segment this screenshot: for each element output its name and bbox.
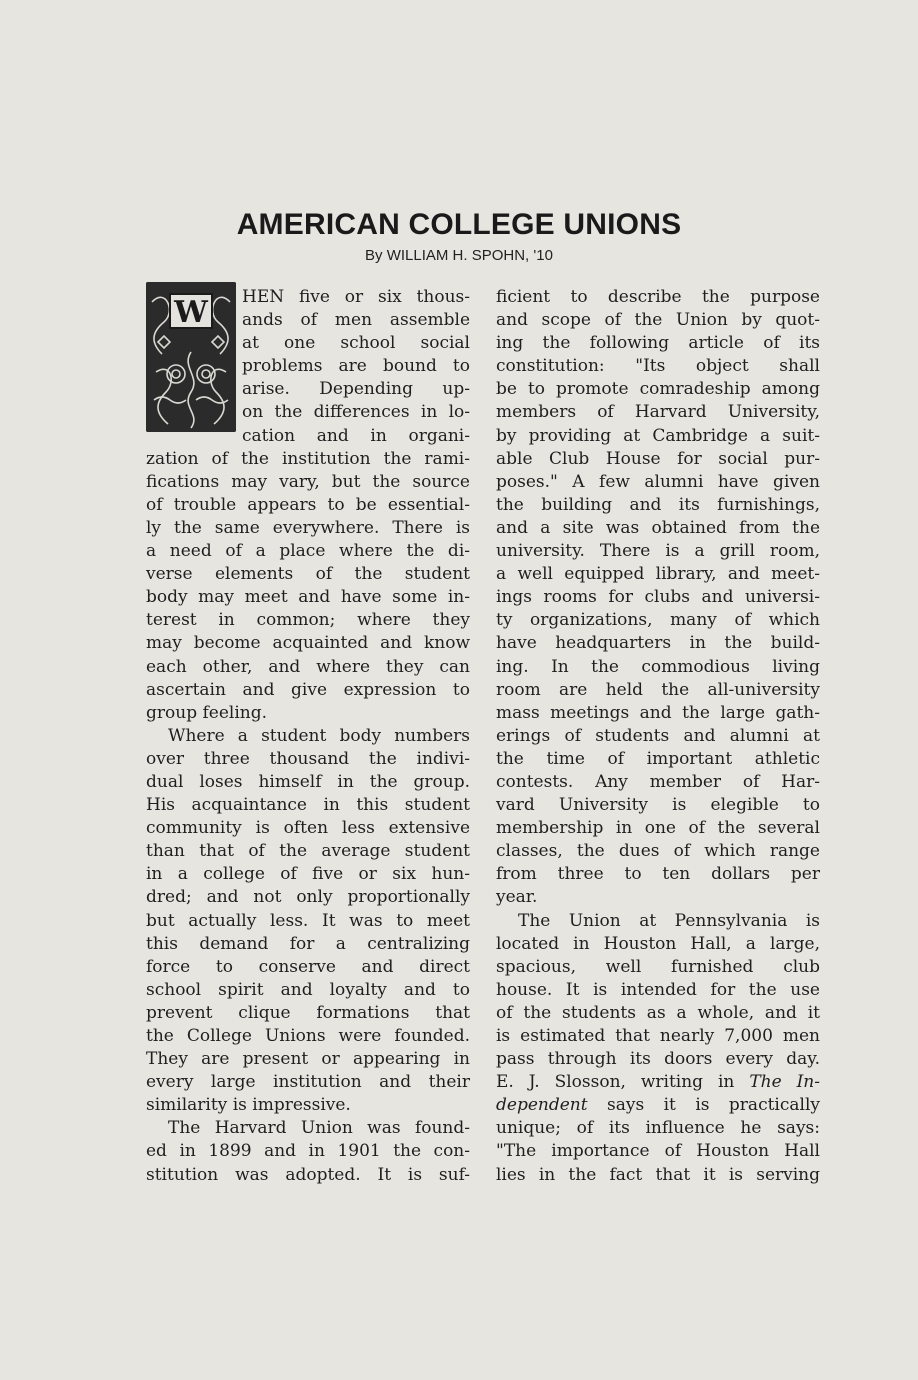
text-line: the time of important athletic (496, 748, 820, 769)
text-line: ings rooms for clubs and universi- (496, 587, 820, 608)
text-line: ascertain and give expression to (146, 679, 470, 700)
text-line: ty organizations, many of which (496, 610, 820, 631)
text-line: school spirit and loyalty and to (146, 979, 470, 1000)
text-line: at one school social (242, 333, 470, 354)
text-line: terest in common; where they (146, 610, 470, 631)
italic-title-span: dependent (496, 1095, 588, 1116)
text-line: able Club House for social pur- (496, 448, 820, 469)
text-line: contests. Any member of Har- (496, 771, 820, 792)
text-line: force to conserve and direct (146, 956, 470, 977)
text-line: ed in 1899 and in 1901 the con- (146, 1141, 470, 1162)
text-line: verse elements of the student (146, 564, 470, 585)
text-line: mass meetings and the large gath- (496, 702, 820, 723)
text-line: spacious, well furnished club (496, 956, 820, 977)
drop-cap-letter: W (174, 295, 208, 330)
text-line: poses." A few alumni have given (496, 471, 820, 492)
text-line: is estimated that nearly 7,000 men (496, 1026, 820, 1046)
text-line: dual loses himself in the group. (146, 771, 470, 792)
ornament-icon (146, 282, 236, 432)
text-line: membership in one of the several (496, 818, 820, 839)
text-line: ficient to describe the purpose (496, 287, 820, 307)
left-column (146, 286, 470, 1187)
text-line: house. It is intended for the use (496, 979, 820, 1000)
text-line: The Union at Pennsylvania is (518, 910, 820, 931)
text-line: the College Unions were founded. (146, 1026, 470, 1046)
text-line: room are held the all-university (496, 679, 820, 700)
text-line: members of Harvard University, (496, 402, 820, 423)
text-line: of trouble appears to be essential- (146, 494, 470, 515)
text-line: in a college of five or six hun- (146, 864, 470, 885)
text-line: body may meet and have some in- (146, 587, 470, 608)
text-line: every large institution and their (146, 1072, 470, 1093)
text-line: community is often less extensive (146, 818, 470, 839)
text-line: but actually less. It was to meet (146, 910, 470, 931)
text-line: arise. Depending up- (242, 379, 470, 400)
text-line: problems are bound to (242, 356, 470, 377)
text-line: over three thousand the indivi- (146, 748, 470, 769)
text-line: be to promote comradeship among (496, 379, 820, 400)
article-title: AMERICAN COLLEGE UNIONS (236, 208, 682, 241)
article-byline: By WILLIAM H. SPOHN, '10 (365, 247, 553, 264)
text-line: pass through its doors every day. (496, 1049, 820, 1070)
text-line: and scope of the Union by quot- (496, 310, 820, 331)
right-column-text (496, 286, 820, 1187)
text-line (496, 1071, 820, 1094)
text-line: ly the same everywhere. There is (146, 517, 470, 538)
text-line: classes, the dues of which range (496, 841, 820, 862)
text-line: unique; of its influence he says: (496, 1118, 820, 1139)
text-line: each other, and where they can (146, 656, 470, 677)
text-line: His acquaintance in this student (146, 795, 470, 816)
italic-title-span: The In- (749, 1072, 820, 1093)
text-line: constitution: "Its object shall (496, 356, 820, 377)
text-line: than that of the average student (146, 841, 470, 862)
text-line: have headquarters in the build- (496, 633, 820, 654)
text-line: and a site was obtained from the (496, 517, 820, 538)
text-line: prevent clique formations that (146, 1002, 470, 1023)
text-line: this demand for a centralizing (146, 933, 470, 954)
text-line: erings of students and alumni at (496, 725, 820, 746)
text-line: fications may vary, but the source (146, 471, 470, 492)
text-line: ands of men assemble (242, 310, 470, 331)
text-line: university. There is a grill room, (496, 541, 820, 562)
text-line: vard University is elegible to (496, 795, 820, 816)
text-line: lies in the fact that it is serving (496, 1164, 820, 1185)
text-line: located in Houston Hall, a large, (496, 933, 820, 954)
drop-cap-ornament (146, 282, 236, 432)
text-line: on the differences in lo- (242, 402, 470, 423)
text-line: of the students as a whole, and it (496, 1002, 820, 1023)
text-line (496, 1094, 820, 1117)
text-line: stitution was adopted. It is suf- (146, 1164, 470, 1185)
right-column (496, 286, 820, 1187)
text-line: HEN five or six thous- (242, 287, 470, 307)
text-line: similarity is impressive. (146, 1095, 351, 1116)
text-line: a well equipped library, and meet- (496, 564, 820, 585)
text-line: group feeling. (146, 702, 268, 723)
text-line: dred; and not only proportionally (146, 887, 470, 908)
text-line: from three to ten dollars per (496, 864, 820, 885)
text-line: year. (496, 887, 538, 908)
text-line: They are present or appearing in (146, 1049, 470, 1070)
text-line: cation and in organi- (242, 425, 470, 446)
text-line: the building and its furnishings, (496, 494, 820, 515)
text-line: zation of the institution the rami- (146, 448, 470, 469)
text-line: The Harvard Union was found- (168, 1118, 470, 1139)
text-line: a need of a place where the di- (146, 541, 470, 562)
text-line: may become acquainted and know (146, 633, 470, 654)
text-line: "The importance of Houston Hall (496, 1141, 820, 1162)
text-span: E. J. Slosson, writing in (496, 1072, 750, 1093)
text-line: by providing at Cambridge a suit- (496, 425, 820, 446)
text-span: says it is practically (587, 1095, 820, 1116)
text-line: ing the following article of its (496, 333, 820, 354)
text-line: ing. In the commodious living (496, 656, 820, 677)
text-line: Where a student body numbers (168, 725, 470, 746)
